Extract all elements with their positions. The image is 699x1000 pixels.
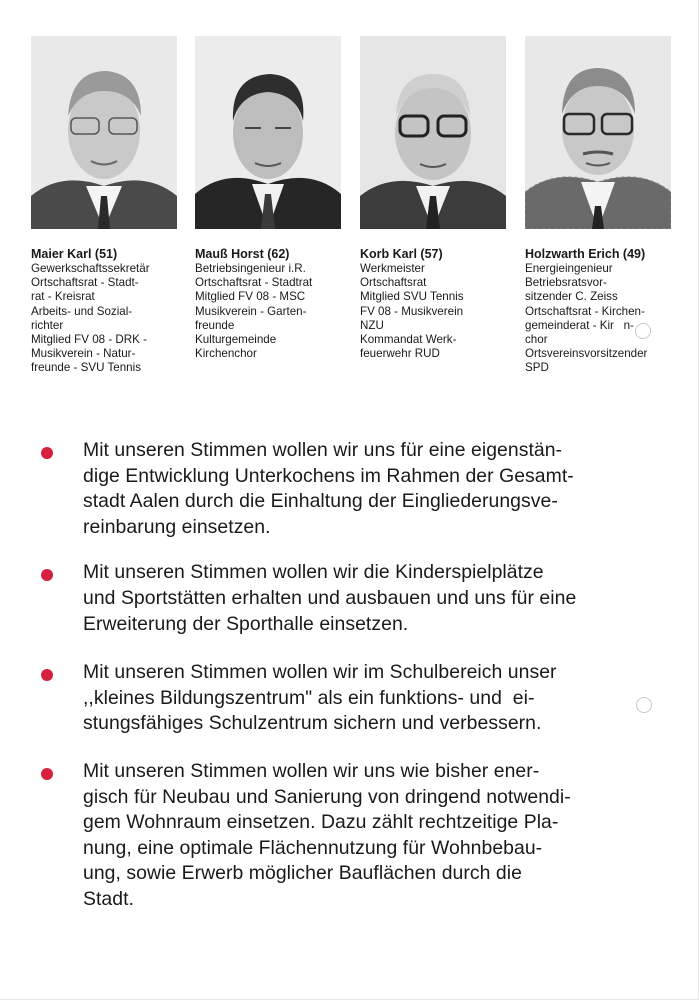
candidate-photo (31, 36, 177, 229)
candidate-info: Betriebsingenieur i.R. Ortschaftsrat - Stadtrat Mitglied FV 08 - MSC Musikverein - Garten- freunde Kulturgemeinde Kirchenchor (195, 262, 313, 361)
candidate-name: Mauß Horst (62) (195, 247, 290, 261)
bullet-dot-icon (41, 447, 53, 459)
bullet-text: Mit unseren Stimmen wollen wir uns für eine eigenstän- dige Entwicklung Unterkochens im Rahmen der Gesamt- stadt Aalen durch die Einhaltung der Eingliederungsve- reinbarung einsetzen. (83, 439, 574, 538)
candidate-photo (525, 36, 671, 229)
candidate-info: Werkmeister Ortschaftsrat Mitglied SVU Tennis FV 08 - Musikverein NZU Kommandat Werk- feuerwehr RUD (360, 262, 464, 361)
list-item (38, 759, 678, 913)
bullet-dot-icon (41, 768, 53, 780)
candidate-name: Maier Karl (51) (31, 247, 118, 261)
candidate-photo (195, 36, 341, 229)
list-item (38, 438, 678, 540)
list-item (38, 560, 678, 637)
bullet-text: Mit unseren Stimmen wollen wir die Kinderspielplätze und Sportstätten erhalten und ausbauen und uns für eine Erweiterung der Sporthalle einsetzen. (83, 561, 577, 635)
candidate-card (31, 36, 181, 376)
candidate-photo (360, 36, 506, 229)
punch-hole (635, 323, 651, 339)
candidate-card (195, 36, 345, 361)
bullet-dot-icon (41, 569, 53, 581)
candidate-name: Holzwarth Erich (49) (525, 247, 646, 261)
candidate-info: Energieingenieur Betriebsratsvor- sitzender C. Zeiss Ortschaftsrat - Kirchen- gemeinderat - Kir n- chor Ortsvereinsvorsitzender SPD (525, 262, 648, 375)
candidate-info: Gewerkschaftssekretär Ortschaftsrat - Stadt- rat - Kreisrat Arbeits- und Sozial- richter Mitglied FV 08 - DRK - Musikverein - Natur- freunde - SVU Tennis (31, 262, 150, 375)
bullet-dot-icon (41, 669, 53, 681)
bullet-text: Mit unseren Stimmen wollen wir im Schulbereich unser ,,kleines Bildungszentrum" als ein funktions- und ei- stungsfähiges Schulzentrum sichern und verbessern. (83, 661, 557, 735)
candidate-grid (31, 36, 671, 386)
bullet-list (38, 438, 678, 933)
list-item (38, 660, 678, 737)
candidate-name: Korb Karl (57) (360, 247, 443, 261)
candidate-card (525, 36, 675, 376)
bullet-text: Mit unseren Stimmen wollen wir uns wie bisher ener- gisch für Neubau und Sanierung von dringend notwendi- gem Wohnraum einsetzen. Dazu zählt rechtzeitige Pla- nung, eine optimale Flächennutzung für Wohnbebau- ung, sowie Erwerb möglicher Bauflächen durch die Stadt. (83, 759, 571, 910)
candidate-card (360, 36, 510, 361)
